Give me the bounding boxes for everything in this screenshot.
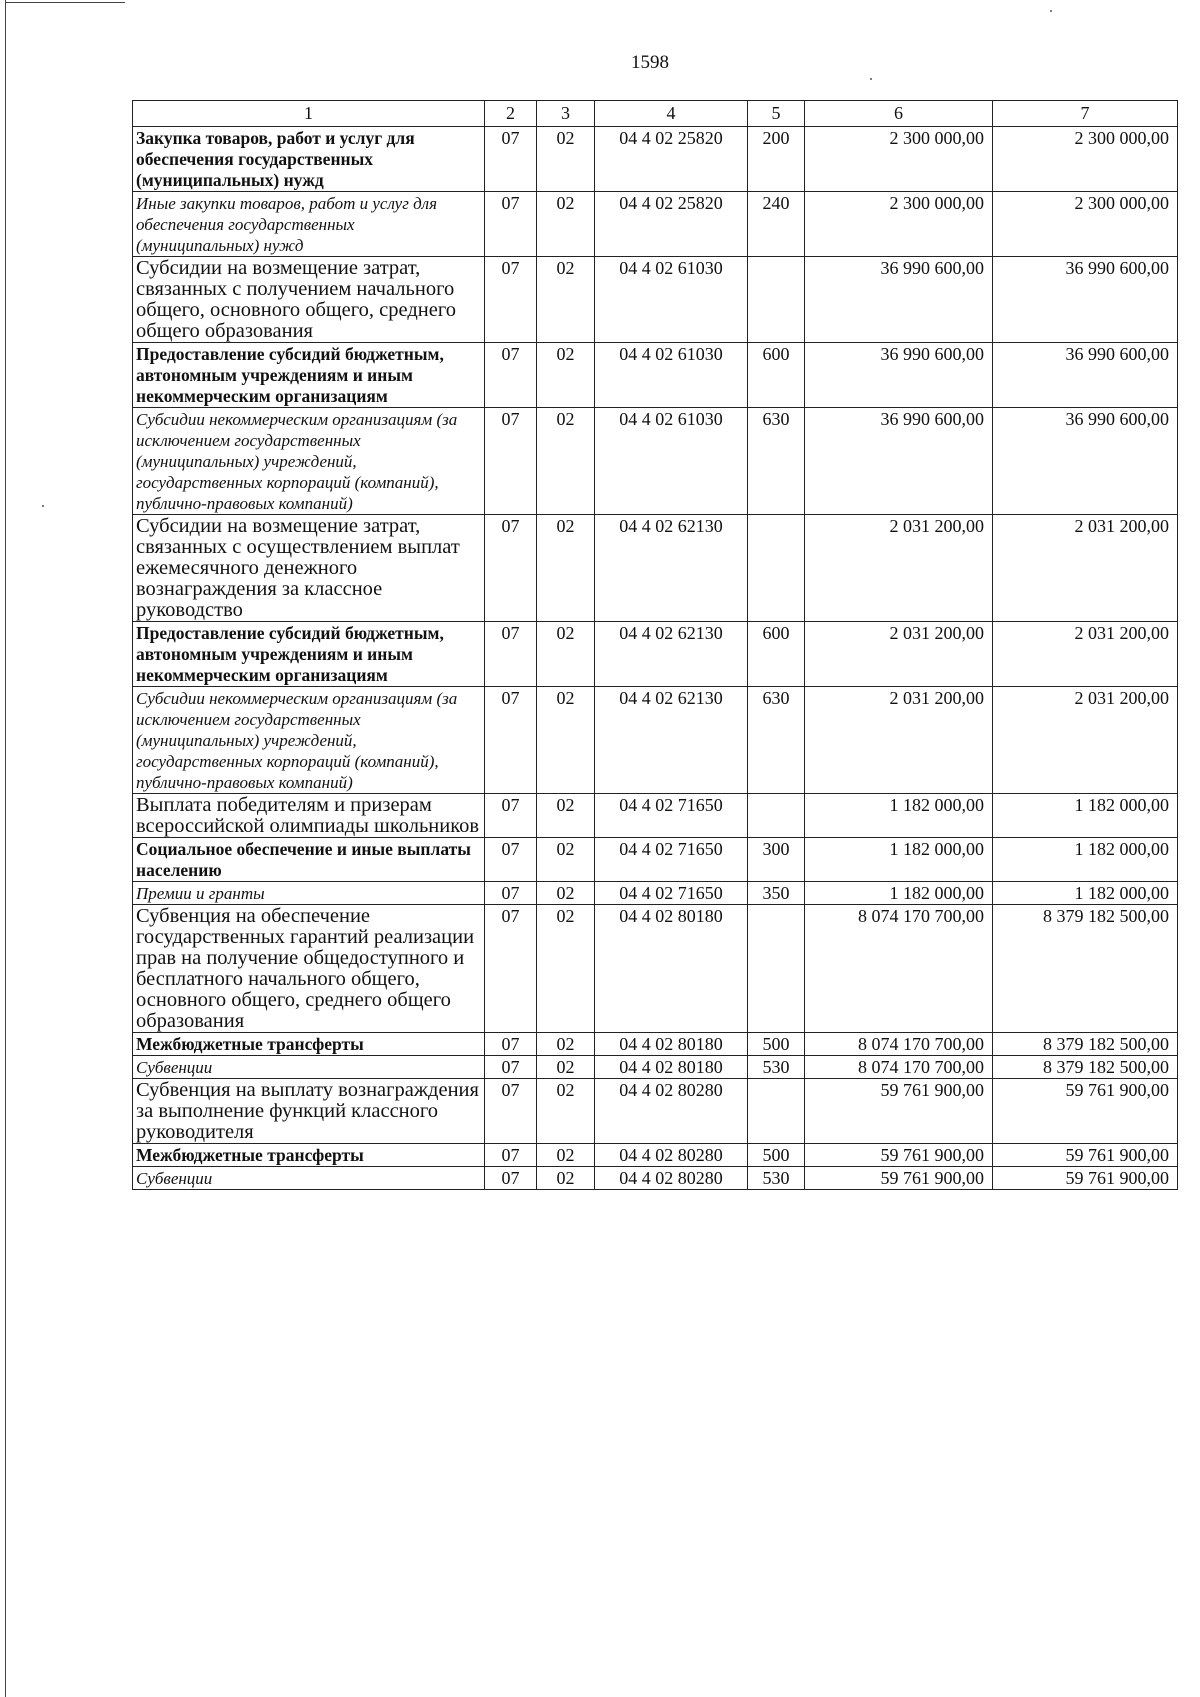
amount-year1-cell: 36 990 600,00 <box>805 408 993 515</box>
target-article-cell: 04 4 02 71650 <box>595 838 748 882</box>
amount-year2-cell: 36 990 600,00 <box>993 408 1178 515</box>
amount-year2-cell: 59 761 900,00 <box>993 1079 1178 1144</box>
subsection-code-cell: 02 <box>537 1144 595 1167</box>
target-article-cell: 04 4 02 80280 <box>595 1144 748 1167</box>
table-row <box>133 343 1178 408</box>
section-code-cell: 07 <box>485 257 537 343</box>
header-cell: 7 <box>993 101 1178 127</box>
amount-year1-cell: 1 182 000,00 <box>805 838 993 882</box>
header-cell: 6 <box>805 101 993 127</box>
row-name-cell: Выплата победителям и призерам всероссийской олимпиады школьников <box>133 794 485 838</box>
amount-year2-cell: 2 031 200,00 <box>993 515 1178 622</box>
subsection-code-cell: 02 <box>537 622 595 687</box>
subsection-code-cell: 02 <box>537 1079 595 1144</box>
amount-year1-cell: 59 761 900,00 <box>805 1144 993 1167</box>
amount-year1-cell: 2 031 200,00 <box>805 515 993 622</box>
amount-year2-cell: 2 031 200,00 <box>993 622 1178 687</box>
amount-year1-cell: 8 074 170 700,00 <box>805 1056 993 1079</box>
table-row <box>133 882 1178 905</box>
subsection-code-cell: 02 <box>537 343 595 408</box>
section-code-cell: 07 <box>485 622 537 687</box>
row-name-cell: Субсидии некоммерческим организациям (за исключением государственных (муниципальных) учреждений, государственных корпораций (компаний), публично-правовых компаний) <box>133 408 485 515</box>
target-article-cell: 04 4 02 71650 <box>595 794 748 838</box>
table-row <box>133 838 1178 882</box>
row-name-cell: Предоставление субсидий бюджетным, автономным учреждениям и иным некоммерческим организациям <box>133 343 485 408</box>
amount-year2-cell: 36 990 600,00 <box>993 343 1178 408</box>
subsection-code-cell: 02 <box>537 1167 595 1190</box>
amount-year2-cell: 59 761 900,00 <box>993 1144 1178 1167</box>
table-row <box>133 192 1178 257</box>
target-article-cell: 04 4 02 80280 <box>595 1079 748 1144</box>
table-row <box>133 1144 1178 1167</box>
row-name-cell: Субвенции <box>133 1056 485 1079</box>
subsection-code-cell: 02 <box>537 1033 595 1056</box>
subsection-code-cell: 02 <box>537 882 595 905</box>
amount-year1-cell: 1 182 000,00 <box>805 794 993 838</box>
section-code-cell: 07 <box>485 687 537 794</box>
header-cell: 2 <box>485 101 537 127</box>
amount-year2-cell: 8 379 182 500,00 <box>993 1056 1178 1079</box>
section-code-cell: 07 <box>485 794 537 838</box>
target-article-cell: 04 4 02 25820 <box>595 192 748 257</box>
table-row <box>133 1056 1178 1079</box>
table-row <box>133 1167 1178 1190</box>
expense-type-cell: 200 <box>748 127 805 192</box>
table-header-row <box>133 101 1178 127</box>
target-article-cell: 04 4 02 62130 <box>595 687 748 794</box>
amount-year1-cell: 2 031 200,00 <box>805 622 993 687</box>
page-number: 1598 <box>631 52 669 73</box>
row-name-cell: Субсидии на возмещение затрат, связанных с получением начального общего, основного общего, среднего общего образования <box>133 257 485 343</box>
target-article-cell: 04 4 02 71650 <box>595 882 748 905</box>
header-cell: 1 <box>133 101 485 127</box>
subsection-code-cell: 02 <box>537 905 595 1033</box>
table-row <box>133 127 1178 192</box>
target-article-cell: 04 4 02 61030 <box>595 257 748 343</box>
expense-type-cell: 530 <box>748 1056 805 1079</box>
subsection-code-cell: 02 <box>537 192 595 257</box>
row-name-cell: Межбюджетные трансферты <box>133 1144 485 1167</box>
target-article-cell: 04 4 02 61030 <box>595 343 748 408</box>
table-row <box>133 794 1178 838</box>
expense-type-cell: 630 <box>748 408 805 515</box>
subsection-code-cell: 02 <box>537 838 595 882</box>
scan-speck <box>870 78 872 80</box>
header-cell: 4 <box>595 101 748 127</box>
amount-year1-cell: 36 990 600,00 <box>805 257 993 343</box>
target-article-cell: 04 4 02 80180 <box>595 1056 748 1079</box>
row-name-cell: Субвенции <box>133 1167 485 1190</box>
target-article-cell: 04 4 02 25820 <box>595 127 748 192</box>
target-article-cell: 04 4 02 61030 <box>595 408 748 515</box>
header-cell: 3 <box>537 101 595 127</box>
row-name-cell: Межбюджетные трансферты <box>133 1033 485 1056</box>
subsection-code-cell: 02 <box>537 408 595 515</box>
amount-year1-cell: 2 300 000,00 <box>805 127 993 192</box>
scan-speck <box>1050 10 1052 12</box>
section-code-cell: 07 <box>485 343 537 408</box>
amount-year2-cell: 1 182 000,00 <box>993 794 1178 838</box>
expense-type-cell <box>748 257 805 343</box>
amount-year2-cell: 2 300 000,00 <box>993 192 1178 257</box>
amount-year1-cell: 59 761 900,00 <box>805 1167 993 1190</box>
amount-year1-cell: 1 182 000,00 <box>805 882 993 905</box>
row-name-cell: Субсидии некоммерческим организациям (за исключением государственных (муниципальных) учреждений, государственных корпораций (компаний), публично-правовых компаний) <box>133 687 485 794</box>
table-row <box>133 1079 1178 1144</box>
section-code-cell: 07 <box>485 905 537 1033</box>
scan-speck <box>42 505 44 507</box>
budget-table <box>132 100 1178 1190</box>
expense-type-cell: 350 <box>748 882 805 905</box>
section-code-cell: 07 <box>485 1033 537 1056</box>
subsection-code-cell: 02 <box>537 794 595 838</box>
amount-year2-cell: 59 761 900,00 <box>993 1167 1178 1190</box>
section-code-cell: 07 <box>485 1079 537 1144</box>
target-article-cell: 04 4 02 62130 <box>595 515 748 622</box>
row-name-cell: Закупка товаров, работ и услуг для обеспечения государственных (муниципальных) нужд <box>133 127 485 192</box>
table-row <box>133 622 1178 687</box>
table-row <box>133 687 1178 794</box>
section-code-cell: 07 <box>485 127 537 192</box>
expense-type-cell <box>748 905 805 1033</box>
expense-type-cell: 500 <box>748 1033 805 1056</box>
subsection-code-cell: 02 <box>537 257 595 343</box>
amount-year2-cell: 36 990 600,00 <box>993 257 1178 343</box>
section-code-cell: 07 <box>485 192 537 257</box>
amount-year2-cell: 8 379 182 500,00 <box>993 905 1178 1033</box>
section-code-cell: 07 <box>485 1144 537 1167</box>
expense-type-cell <box>748 794 805 838</box>
row-name-cell: Иные закупки товаров, работ и услуг для обеспечения государственных (муниципальных) нужд <box>133 192 485 257</box>
subsection-code-cell: 02 <box>537 1056 595 1079</box>
section-code-cell: 07 <box>485 1056 537 1079</box>
expense-type-cell: 600 <box>748 622 805 687</box>
row-name-cell: Субвенция на выплату вознаграждения за выполнение функций классного руководителя <box>133 1079 485 1144</box>
scan-edge-line <box>5 0 6 1697</box>
subsection-code-cell: 02 <box>537 515 595 622</box>
target-article-cell: 04 4 02 80180 <box>595 905 748 1033</box>
subsection-code-cell: 02 <box>537 127 595 192</box>
section-code-cell: 07 <box>485 408 537 515</box>
amount-year2-cell: 2 031 200,00 <box>993 687 1178 794</box>
section-code-cell: 07 <box>485 515 537 622</box>
amount-year2-cell: 8 379 182 500,00 <box>993 1033 1178 1056</box>
amount-year1-cell: 2 300 000,00 <box>805 192 993 257</box>
row-name-cell: Премии и гранты <box>133 882 485 905</box>
row-name-cell: Социальное обеспечение и иные выплаты населению <box>133 838 485 882</box>
expense-type-cell: 630 <box>748 687 805 794</box>
amount-year2-cell: 1 182 000,00 <box>993 882 1178 905</box>
target-article-cell: 04 4 02 62130 <box>595 622 748 687</box>
amount-year1-cell: 36 990 600,00 <box>805 343 993 408</box>
table-row <box>133 1033 1178 1056</box>
expense-type-cell: 240 <box>748 192 805 257</box>
table-row <box>133 515 1178 622</box>
row-name-cell: Субвенция на обеспечение государственных гарантий реализации прав на получение общедоступного и бесплатного начального общего, основного общего, среднего общего образования <box>133 905 485 1033</box>
expense-type-cell: 300 <box>748 838 805 882</box>
amount-year1-cell: 59 761 900,00 <box>805 1079 993 1144</box>
section-code-cell: 07 <box>485 1167 537 1190</box>
target-article-cell: 04 4 02 80180 <box>595 1033 748 1056</box>
scan-top-line <box>5 2 125 3</box>
row-name-cell: Субсидии на возмещение затрат, связанных с осуществлением выплат ежемесячного денежного вознаграждения за классное руководство <box>133 515 485 622</box>
amount-year2-cell: 2 300 000,00 <box>993 127 1178 192</box>
table-row <box>133 408 1178 515</box>
expense-type-cell: 500 <box>748 1144 805 1167</box>
target-article-cell: 04 4 02 80280 <box>595 1167 748 1190</box>
expense-type-cell <box>748 515 805 622</box>
row-name-cell: Предоставление субсидий бюджетным, автономным учреждениям и иным некоммерческим организациям <box>133 622 485 687</box>
expense-type-cell: 530 <box>748 1167 805 1190</box>
table-row <box>133 905 1178 1033</box>
amount-year1-cell: 2 031 200,00 <box>805 687 993 794</box>
amount-year2-cell: 1 182 000,00 <box>993 838 1178 882</box>
header-cell: 5 <box>748 101 805 127</box>
amount-year1-cell: 8 074 170 700,00 <box>805 1033 993 1056</box>
expense-type-cell <box>748 1079 805 1144</box>
section-code-cell: 07 <box>485 838 537 882</box>
expense-type-cell: 600 <box>748 343 805 408</box>
section-code-cell: 07 <box>485 882 537 905</box>
table-row <box>133 257 1178 343</box>
amount-year1-cell: 8 074 170 700,00 <box>805 905 993 1033</box>
subsection-code-cell: 02 <box>537 687 595 794</box>
